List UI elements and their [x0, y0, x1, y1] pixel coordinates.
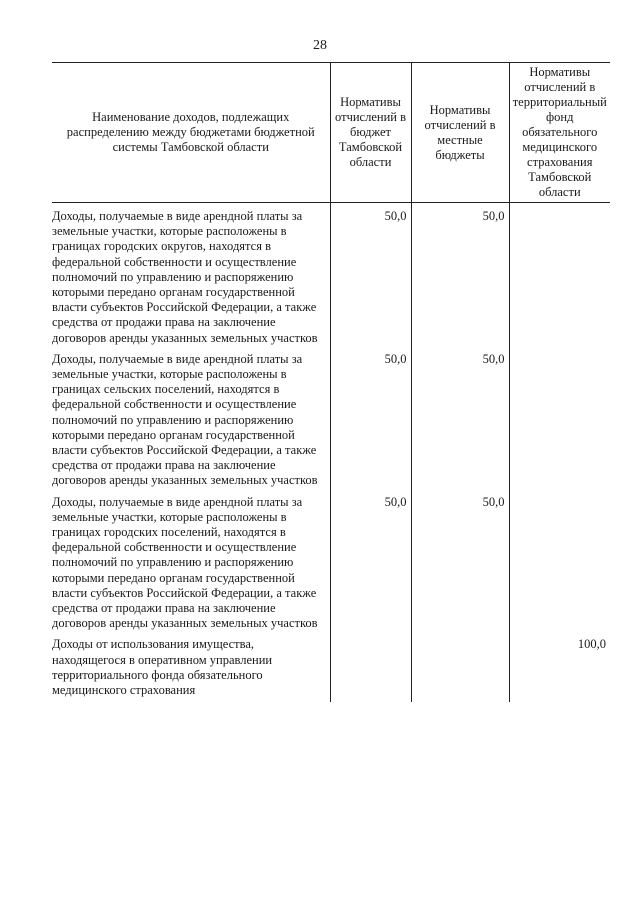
- local-value-cell: 50,0: [411, 203, 509, 350]
- revenue-distribution-table: [52, 62, 610, 702]
- revenue-name-cell: Доходы, получаемые в виде арендной платы за земельные участки, которые расположены в границах городских округов, находятся в федеральной собственности и осуществление полномочий по управлению и распоряжению которыми передано органам государственной власти субъектов Российской Федерации, а также средства от продажи права на заключение договоров аренды указанных земельных участков: [52, 209, 318, 345]
- tfoms-value-cell: 100,0: [509, 635, 610, 702]
- regional-value-cell: 50,0: [330, 493, 411, 636]
- header-local-budgets: Нормативы отчислений в местные бюджеты: [411, 63, 509, 203]
- table-row: [52, 350, 610, 493]
- header-tfoms: Нормативы отчислений в территориальный фонд обязательного медицинского страхования Тамбовской области: [509, 63, 610, 203]
- table-header-row: [52, 63, 610, 203]
- local-value-cell: 50,0: [411, 350, 509, 493]
- revenue-name-cell: Доходы, получаемые в виде арендной платы за земельные участки, которые расположены в границах сельских поселений, находятся в федеральной собственности и осуществление полномочий по управлению и распоряжению которыми передано органам государственной власти субъектов Российской Федерации, а также средства от продажи права на заключение договоров аренды указанных земельных участков: [52, 351, 318, 488]
- local-value-cell: [411, 635, 509, 702]
- revenue-name-cell: Доходы от использования имущества, находящегося в оперативном управлении территориального фонда обязательного медицинского страхования: [52, 637, 273, 698]
- tfoms-value-cell: [509, 350, 610, 493]
- local-value-cell: 50,0: [411, 493, 509, 636]
- table-row: [52, 635, 610, 702]
- revenue-name-cell: Доходы, получаемые в виде арендной платы за земельные участки, которые расположены в границах городских поселений, находятся в федеральной собственности и осуществление полномочий по управлению и распоряжению которыми передано органам государственной власти субъектов Российской Федерации, а также средства от продажи права на заключение договоров аренды указанных земельных участков: [52, 494, 318, 631]
- tfoms-value-cell: [509, 493, 610, 636]
- header-regional-budget: Нормативы отчислений в бюджет Тамбовской области: [330, 63, 411, 203]
- tfoms-value-cell: [509, 203, 610, 350]
- table-row: [52, 203, 610, 350]
- table-row: [52, 493, 610, 636]
- regional-value-cell: 50,0: [330, 350, 411, 493]
- header-revenue-name: Наименование доходов, подлежащих распределению между бюджетами бюджетной системы Тамбовской области: [52, 63, 330, 203]
- regional-value-cell: 50,0: [330, 203, 411, 350]
- regional-value-cell: [330, 635, 411, 702]
- page-number: 28: [313, 38, 327, 53]
